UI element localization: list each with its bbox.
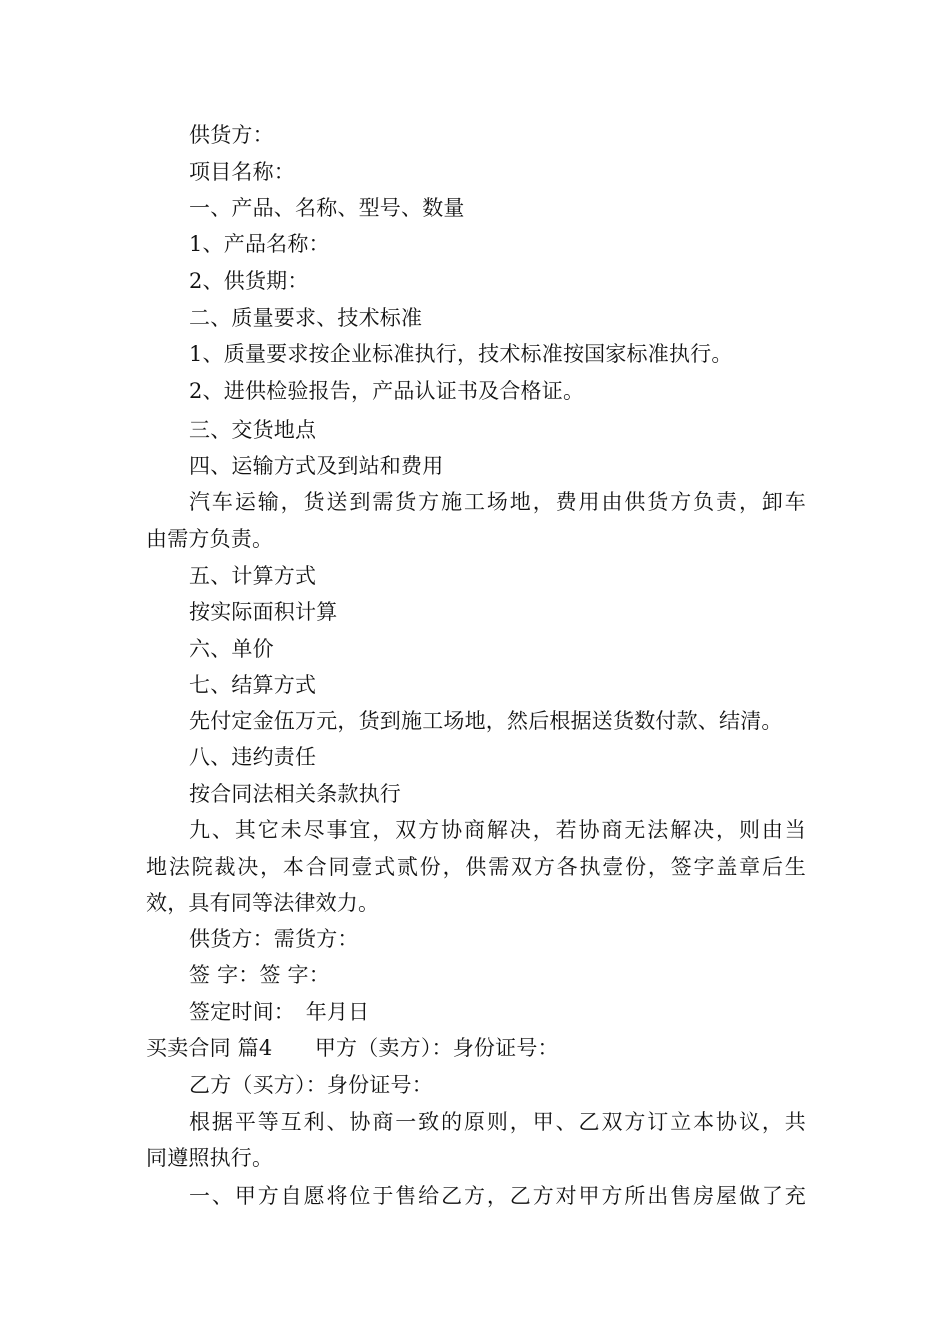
- doc-line: 乙方（买方）：身份证号：: [189, 1073, 433, 1097]
- doc-line: 1、产品名称：: [189, 232, 330, 256]
- doc-line: 三、交货地点: [189, 418, 317, 442]
- doc-line: 同遵照执行。: [146, 1146, 274, 1170]
- doc-line: 供货方：需货方：: [189, 927, 359, 951]
- doc-line: 供货方：: [189, 123, 274, 147]
- doc-line: 1、质量要求按企业标准执行，技术标准按国家标准执行。: [189, 342, 733, 366]
- doc-line: 一、产品、名称、型号、数量: [189, 196, 465, 220]
- doc-line: 根据平等互利、协商一致的原则，甲、乙双方订立本协议，共: [189, 1110, 806, 1134]
- doc-line: 签 字：签 字：: [189, 963, 330, 987]
- doc-line: 2、进供检验报告，产品认证书及合格证。: [189, 379, 585, 403]
- doc-line: 效，具有同等法律效力。: [146, 891, 380, 915]
- doc-line: 买卖合同 篇4 甲方（卖方）：身份证号：: [146, 1036, 559, 1060]
- doc-line: 二、质量要求、技术标准: [189, 306, 423, 330]
- doc-line: 签定时间： 年月日: [189, 1000, 370, 1024]
- doc-line: 九、其它未尽事宜，双方协商解决，若协商无法解决，则由当: [189, 818, 806, 842]
- doc-line: 2、供货期：: [189, 269, 309, 293]
- doc-line: 四、运输方式及到站和费用: [189, 454, 444, 478]
- doc-line: 八、违约责任: [189, 745, 317, 769]
- doc-line: 按实际面积计算: [189, 600, 338, 624]
- doc-line: 按合同法相关条款执行: [189, 782, 401, 806]
- doc-line: 六、单价: [189, 637, 274, 661]
- doc-line: 项目名称：: [189, 160, 295, 184]
- doc-line: 五、计算方式: [189, 564, 317, 588]
- doc-line: 一、甲方自愿将位于售给乙方，乙方对甲方所出售房屋做了充: [189, 1184, 806, 1208]
- doc-line: 由需方负责。: [146, 527, 274, 551]
- doc-line: 七、结算方式: [189, 673, 317, 697]
- doc-line: 汽车运输，货送到需货方施工场地，费用由供货方负责，卸车: [189, 490, 806, 514]
- doc-line: 地法院裁决，本合同壹式贰份，供需双方各执壹份，签字盖章后生: [146, 855, 806, 879]
- doc-line: 先付定金伍万元，货到施工场地，然后根据送货数付款、结清。: [189, 709, 783, 733]
